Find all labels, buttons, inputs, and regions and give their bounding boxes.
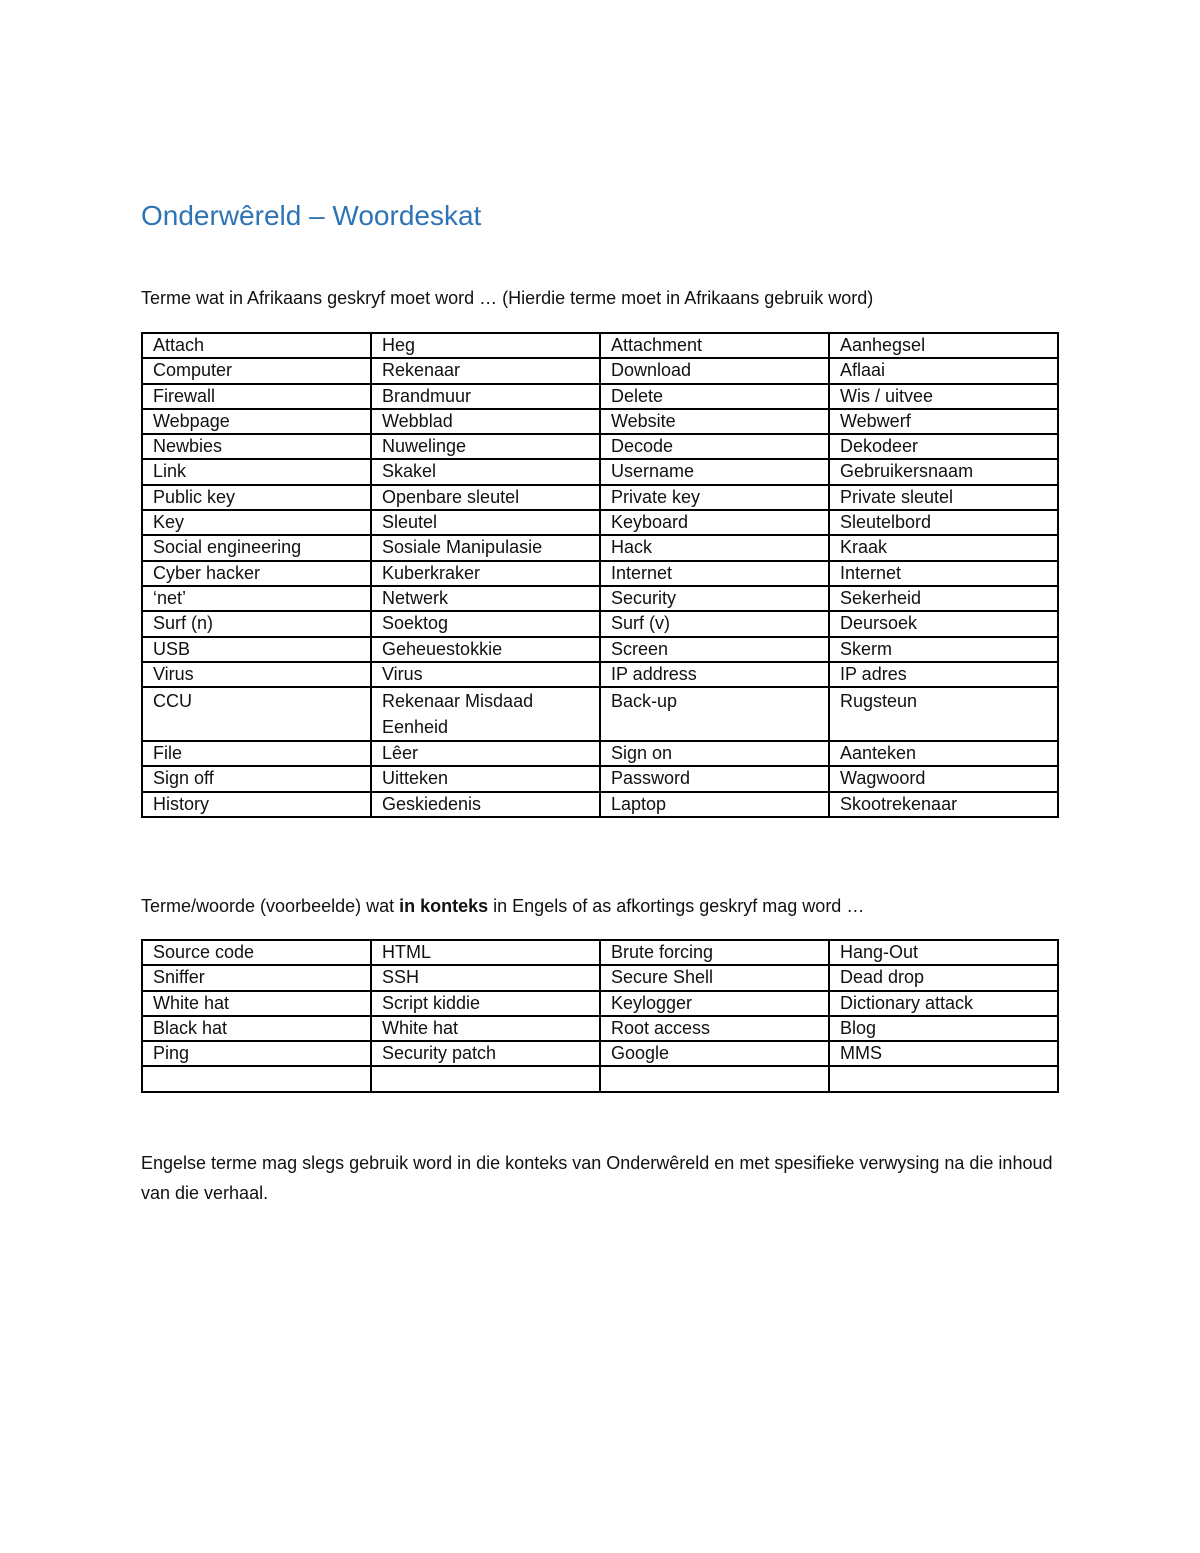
table-cell: Wagwoord [829,766,1058,791]
table-cell: HTML [371,940,600,965]
table-cell: Sekerheid [829,586,1058,611]
table-cell: USB [142,637,371,662]
table-cell: Webblad [371,409,600,434]
table-cell: Cyber hacker [142,561,371,586]
table-row [142,991,1058,1016]
table-row [142,434,1058,459]
table-row [142,561,1058,586]
table-cell: Deursoek [829,611,1058,636]
table-cell: Link [142,459,371,484]
table-cell: Private key [600,485,829,510]
table-row [142,510,1058,535]
table-cell: Public key [142,485,371,510]
table-row [142,333,1058,358]
table-cell: Hang-Out [829,940,1058,965]
table-row [142,459,1058,484]
table-cell: Brute forcing [600,940,829,965]
table-cell: Private sleutel [829,485,1058,510]
table-cell: Soektog [371,611,600,636]
table-cell: IP address [600,662,829,687]
table-cell [142,1066,371,1091]
table-cell: Rugsteun [829,687,1058,741]
table-cell: Dead drop [829,965,1058,990]
table-cell: Surf (n) [142,611,371,636]
table-cell: Newbies [142,434,371,459]
table-cell: History [142,792,371,817]
english-terms-table-body [142,940,1058,1092]
table-cell: Rekenaar [371,358,600,383]
table-cell: Sniffer [142,965,371,990]
page-title: Onderwêreld – Woordeskat [141,200,482,231]
table-cell: Wis / uitvee [829,384,1058,409]
table-cell: Lêer [371,741,600,766]
table-cell: Screen [600,637,829,662]
table-cell: Delete [600,384,829,409]
table-cell: Sign off [142,766,371,791]
table-cell: Hack [600,535,829,560]
table-cell: Sign on [600,741,829,766]
table-cell: Security patch [371,1041,600,1066]
table-cell: Attachment [600,333,829,358]
table-cell: Source code [142,940,371,965]
table-cell: MMS [829,1041,1058,1066]
afrikaans-terms-table [141,332,1059,818]
table-cell: Social engineering [142,535,371,560]
table-cell: Google [600,1041,829,1066]
table-row [142,535,1058,560]
table-row [142,687,1058,741]
table-cell: Keyboard [600,510,829,535]
table-row [142,586,1058,611]
table-cell: Openbare sleutel [371,485,600,510]
table-cell: Decode [600,434,829,459]
table-cell: Skakel [371,459,600,484]
english-terms-intro-bold: in konteks [399,896,489,916]
table-cell: Skerm [829,637,1058,662]
table-row [142,792,1058,817]
table-cell: Black hat [142,1016,371,1041]
table-cell: Security [600,586,829,611]
table-cell: Laptop [600,792,829,817]
table-cell: Secure Shell [600,965,829,990]
table-cell: Dekodeer [829,434,1058,459]
table-row [142,1041,1058,1066]
table-row [142,611,1058,636]
closing-paragraph: Engelse terme mag slegs gebruik word in die konteks van Onderwêreld en met spesifieke verwysing na die inhoud van die verhaal. [141,1153,1053,1203]
table-row [142,637,1058,662]
table-cell: Back-up [600,687,829,741]
table-cell: File [142,741,371,766]
table-cell: Rekenaar Misdaad Eenheid [371,687,600,741]
table-cell: Firewall [142,384,371,409]
table-cell: Aanteken [829,741,1058,766]
table-cell: Website [600,409,829,434]
table-cell: Key [142,510,371,535]
english-terms-table [141,939,1059,1093]
table-cell: ‘net’ [142,586,371,611]
table-row [142,409,1058,434]
table-row [142,485,1058,510]
table-row [142,662,1058,687]
table-cell: Script kiddie [371,991,600,1016]
table-row [142,358,1058,383]
table-cell: IP adres [829,662,1058,687]
table-row [142,940,1058,965]
afrikaans-terms-table-body [142,333,1058,817]
table-cell: CCU [142,687,371,741]
table-cell: Computer [142,358,371,383]
table-cell: Surf (v) [600,611,829,636]
english-terms-intro-before: Terme/woorde (voorbeelde) wat [141,896,400,916]
table-cell [371,1066,600,1091]
table-cell: Sleutelbord [829,510,1058,535]
table-cell: Sosiale Manipulasie [371,535,600,560]
table-cell: Aanhegsel [829,333,1058,358]
table-cell: Root access [600,1016,829,1041]
table-cell: Kraak [829,535,1058,560]
english-terms-intro-after: in Engels of as afkortings geskryf mag word … [488,896,865,916]
table-cell: Sleutel [371,510,600,535]
table-row [142,1066,1058,1091]
table-cell: Password [600,766,829,791]
table-cell: Webpage [142,409,371,434]
table-cell: Brandmuur [371,384,600,409]
table-row [142,766,1058,791]
table-cell: Heg [371,333,600,358]
intro-paragraph: Terme wat in Afrikaans geskryf moet word … (Hierdie terme moet in Afrikaans gebruik word) [141,288,874,308]
table-cell: Download [600,358,829,383]
table-cell [600,1066,829,1091]
table-row [142,1016,1058,1041]
table-cell: Virus [142,662,371,687]
table-cell: Gebruikersnaam [829,459,1058,484]
table-cell: SSH [371,965,600,990]
table-cell: Netwerk [371,586,600,611]
table-cell: White hat [142,991,371,1016]
table-cell: Attach [142,333,371,358]
table-cell: Nuwelinge [371,434,600,459]
table-cell: Internet [600,561,829,586]
table-row [142,741,1058,766]
table-cell: Virus [371,662,600,687]
table-cell: Internet [829,561,1058,586]
table-cell: Ping [142,1041,371,1066]
english-terms-intro [141,896,864,917]
table-cell: Keylogger [600,991,829,1016]
table-row [142,965,1058,990]
table-cell: White hat [371,1016,600,1041]
table-cell: Blog [829,1016,1058,1041]
table-cell: Geskiedenis [371,792,600,817]
table-cell: Kuberkraker [371,561,600,586]
table-cell: Aflaai [829,358,1058,383]
table-cell: Geheuestokkie [371,637,600,662]
table-cell: Username [600,459,829,484]
table-cell: Uitteken [371,766,600,791]
table-cell [829,1066,1058,1091]
table-cell: Skootrekenaar [829,792,1058,817]
table-row [142,384,1058,409]
table-cell: Dictionary attack [829,991,1058,1016]
table-cell: Webwerf [829,409,1058,434]
